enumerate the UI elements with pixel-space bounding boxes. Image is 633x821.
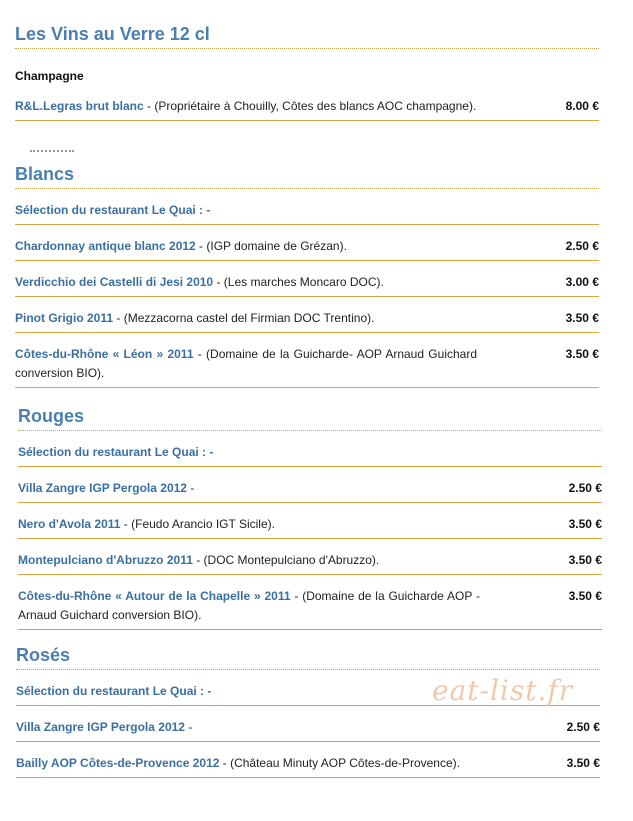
section-title-roses: Rosés	[16, 645, 600, 670]
wine-row	[18, 545, 602, 575]
wine-row	[18, 509, 602, 539]
wine-detail: - (Domaine de la Guicharde- AOP Arnaud Guichard conversion BIO).	[15, 347, 477, 380]
wine-name: Nero d'Avola 2011	[18, 517, 121, 531]
wine-detail: - (Domaine de la Guicharde AOP - Arnaud Guichard conversion BIO).	[18, 589, 480, 622]
section-title-verre: Les Vins au Verre 12 cl	[15, 24, 599, 49]
selection-row	[18, 437, 602, 467]
wine-name: Côtes-du-Rhône « Autour de la Chapelle » 2011	[18, 589, 291, 603]
wine-row	[16, 748, 600, 778]
wine-detail: - (Mezzacorna castel del Firmian DOC Trentino).	[113, 311, 375, 325]
cropped-text-fragment	[30, 150, 74, 156]
wine-name: Verdicchio dei Castelli di Jesi 2010	[15, 275, 214, 289]
section-title-rouges: Rouges	[18, 406, 602, 431]
watermark-logo: eat-list.fr	[432, 674, 574, 707]
wine-price: 3.50 €	[568, 553, 602, 567]
selection-label: Sélection du restaurant Le Quai : -	[15, 203, 211, 217]
wine-row	[18, 473, 602, 503]
wine-row	[16, 712, 600, 742]
wine-price: 2.50 €	[565, 239, 599, 253]
wine-row	[15, 91, 599, 121]
wine-detail: -	[184, 720, 193, 734]
wine-detail: - (DOC Montepulciano d'Abruzzo).	[192, 553, 380, 567]
wine-detail: - (Château Minuty AOP Côtes-de-Provence).	[219, 756, 460, 770]
wine-name: Villa Zangre IGP Pergola 2012	[16, 720, 185, 734]
wine-name: Bailly AOP Côtes-de-Provence 2012	[16, 756, 220, 770]
wine-price: 2.50 €	[566, 720, 600, 734]
wine-detail: - (Propriétaire à Chouilly, Côtes des blancs AOC champagne).	[143, 99, 477, 113]
wine-price: 3.00 €	[565, 275, 599, 289]
wine-detail: - (IGP domaine de Grézan).	[195, 239, 347, 253]
wine-detail: -	[186, 481, 195, 495]
wine-price: 8.00 €	[565, 99, 599, 113]
selection-label: Sélection du restaurant Le Quai : -	[18, 445, 214, 459]
wine-price: 2.50 €	[568, 481, 602, 495]
wine-row	[18, 581, 602, 630]
wine-detail: - (Feudo Arancio IGT Sicile).	[120, 517, 275, 531]
wine-row	[15, 303, 599, 333]
wine-price: 3.50 €	[568, 589, 602, 603]
subhead-champagne: Champagne	[15, 69, 84, 83]
wine-row	[15, 267, 599, 297]
selection-label: Sélection du restaurant Le Quai : -	[16, 684, 212, 698]
wine-detail: - (Les marches Moncaro DOC).	[213, 275, 384, 289]
wine-row	[15, 231, 599, 261]
wine-name: Pinot Grigio 2011	[15, 311, 114, 325]
wine-row	[15, 339, 599, 388]
wine-price: 3.50 €	[568, 517, 602, 531]
wine-name: Chardonnay antique blanc 2012	[15, 239, 196, 253]
section-verre	[15, 24, 599, 121]
section-blancs	[15, 164, 599, 388]
section-roses	[16, 645, 600, 778]
selection-row	[15, 195, 599, 225]
wine-price: 3.50 €	[565, 311, 599, 325]
wine-name: R&L.Legras brut blanc	[15, 99, 144, 113]
wine-name: Montepulciano d'Abruzzo 2011	[18, 553, 193, 567]
wine-price: 3.50 €	[566, 756, 600, 770]
wine-name: Côtes-du-Rhône « Léon » 2011	[15, 347, 194, 361]
wine-name: Villa Zangre IGP Pergola 2012	[18, 481, 187, 495]
wine-price: 3.50 €	[565, 347, 599, 361]
section-rouges	[18, 406, 602, 630]
section-title-blancs: Blancs	[15, 164, 599, 189]
